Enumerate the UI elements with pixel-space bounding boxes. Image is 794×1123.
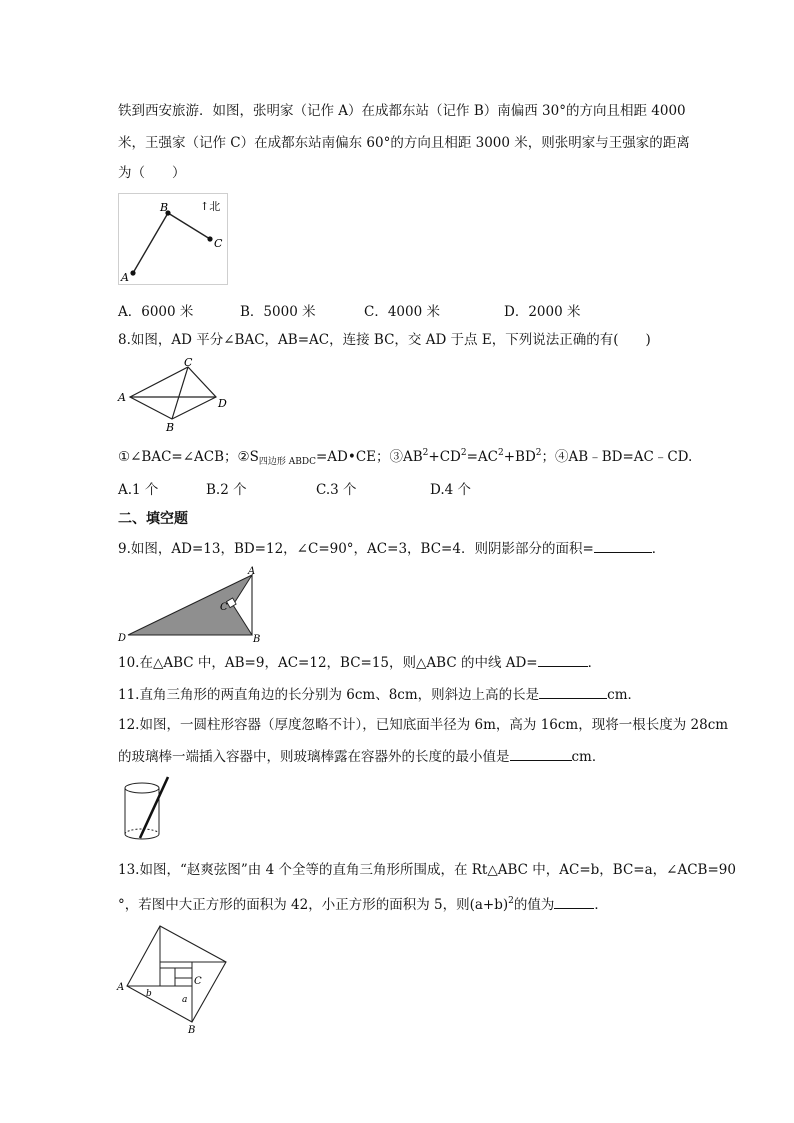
- q7-label-b: B: [160, 201, 169, 214]
- q8-option-b: B.2 个: [206, 482, 247, 498]
- q8-label-c: C: [184, 356, 193, 369]
- q7-label-c: C: [214, 237, 223, 250]
- q13-label-b: B: [188, 1025, 196, 1034]
- q7-label-a: A: [121, 271, 129, 284]
- q11-stem-end: cm．: [607, 687, 642, 703]
- q10-stem: [118, 652, 601, 673]
- q9-stem-text: 9.如图，AD=13，BD=12，∠C=90°，AC=3，BC=4．则阴影部分的面积=: [118, 541, 594, 557]
- q12-line-1: 12.如图，一圆柱形容器（厚度忽略不计），已知底面半径为 6m，高为 16cm，现将一根长度为 28cm: [118, 717, 729, 733]
- q8-option-c: C.3 个: [316, 482, 357, 498]
- q13-line-2: [118, 891, 608, 915]
- q13-label-c: C: [194, 976, 202, 987]
- q8-statements: [118, 443, 692, 472]
- q8-label-a: A: [118, 391, 126, 404]
- q13-line-2-text: °，若图中大正方形的面积为 42，小正方形的面积为 5，则(a+b): [118, 897, 509, 913]
- q8-sup-3: 2: [498, 448, 504, 458]
- q12-answer-blank[interactable]: [510, 746, 572, 761]
- q13-line-2-end: ．: [594, 897, 608, 913]
- q13-sup: 2: [508, 896, 514, 906]
- q12-line-2: [118, 746, 605, 767]
- q9-label-d: D: [118, 633, 127, 643]
- q8-statement-part2: =AD•CE；③AB: [315, 449, 423, 465]
- q13-label-a-small: a: [182, 995, 188, 1005]
- q9-figure: [116, 565, 266, 643]
- q10-stem-text: 10.在△ABC 中，AB=9，AC=12，BC=15，则△ABC 的中线 AD=: [118, 655, 538, 671]
- q7-figure: [118, 193, 228, 285]
- q13-zhao-shuang-figure: [116, 918, 246, 1034]
- q8-label-d: D: [218, 397, 227, 410]
- q7-option-c: C．4000 米: [364, 304, 440, 320]
- q8-stem: 8.如图，AD 平分∠BAC，AB=AC，连接 BC，交 AD 于点 E，下列说法正确的有( ): [118, 332, 651, 348]
- q8-statement-part5: +BD: [503, 449, 536, 465]
- q9-answer-blank[interactable]: [594, 538, 652, 553]
- q8-statement-part1: ①∠BAC=∠ACB；②S: [118, 449, 259, 465]
- q9-label-a: A: [248, 566, 256, 577]
- q7-option-b: B．5000 米: [240, 304, 316, 320]
- q11-stem-text: 11.直角三角形的两直角边的长分别为 6cm、8cm，则斜边上高的长是: [118, 687, 540, 703]
- q7-option-a: A．6000 米: [118, 304, 194, 320]
- q9-label-c: C: [220, 602, 228, 613]
- q12-cylinder-figure: [118, 774, 178, 846]
- q13-line-1: 13.如图，“赵爽弦图”由 4 个全等的直角三角形所围成，在 Rt△ABC 中，AC=b，BC=a，∠ACB=90: [118, 862, 736, 878]
- q13-line-2-mid: 的值为: [513, 897, 555, 913]
- q8-label-b: B: [166, 421, 175, 434]
- q12-line-2-end: cm．: [571, 749, 606, 765]
- q7-line-3: 为（ ）: [118, 165, 186, 181]
- section-heading-fill-in: 二、填空题: [118, 511, 188, 527]
- q8-statement-subscript: 四边形 ABDC: [258, 457, 316, 467]
- q8-option-a: A.1 个: [118, 482, 159, 498]
- q9-label-b: B: [253, 634, 261, 643]
- q8-option-d: D.4 个: [430, 482, 472, 498]
- q9-stem-end: ．: [651, 541, 666, 557]
- q8-sup-4: 2: [535, 448, 542, 458]
- q12-line-2-text: 的玻璃棒一端插入容器中，则玻璃棒露在容器外的长度的最小值是: [118, 749, 510, 765]
- q13-answer-blank[interactable]: [554, 894, 594, 909]
- q11-stem: [118, 684, 641, 705]
- q7-line-2: 米，王强家（记作 C）在成都东站南偏东 60°的方向且相距 3000 米，则张明家与王强家的距离: [118, 135, 690, 151]
- q8-statement-part6: ；④AB﹣BD=AC﹣CD.: [541, 449, 693, 465]
- q7-north-label: ↑北: [200, 200, 221, 213]
- q7-option-d: D．2000 米: [504, 304, 581, 320]
- q8-statement-part3: +CD: [428, 449, 461, 465]
- q13-label-b-small: b: [146, 989, 152, 999]
- q7-line-1: 铁到西安旅游．如图，张明家（记作 A）在成都东站（记作 B）南偏西 30°的方向且相距 4000: [118, 103, 686, 119]
- q8-sup-1: 2: [422, 448, 429, 458]
- q10-stem-end: ．: [587, 655, 602, 671]
- q13-label-a: A: [117, 982, 125, 993]
- q9-stem: [118, 538, 665, 559]
- q11-answer-blank[interactable]: [539, 684, 607, 699]
- q8-sup-2: 2: [460, 448, 467, 458]
- q8-statement-part4: =AC: [466, 449, 498, 465]
- q8-figure: [116, 355, 236, 435]
- q10-answer-blank[interactable]: [538, 652, 588, 667]
